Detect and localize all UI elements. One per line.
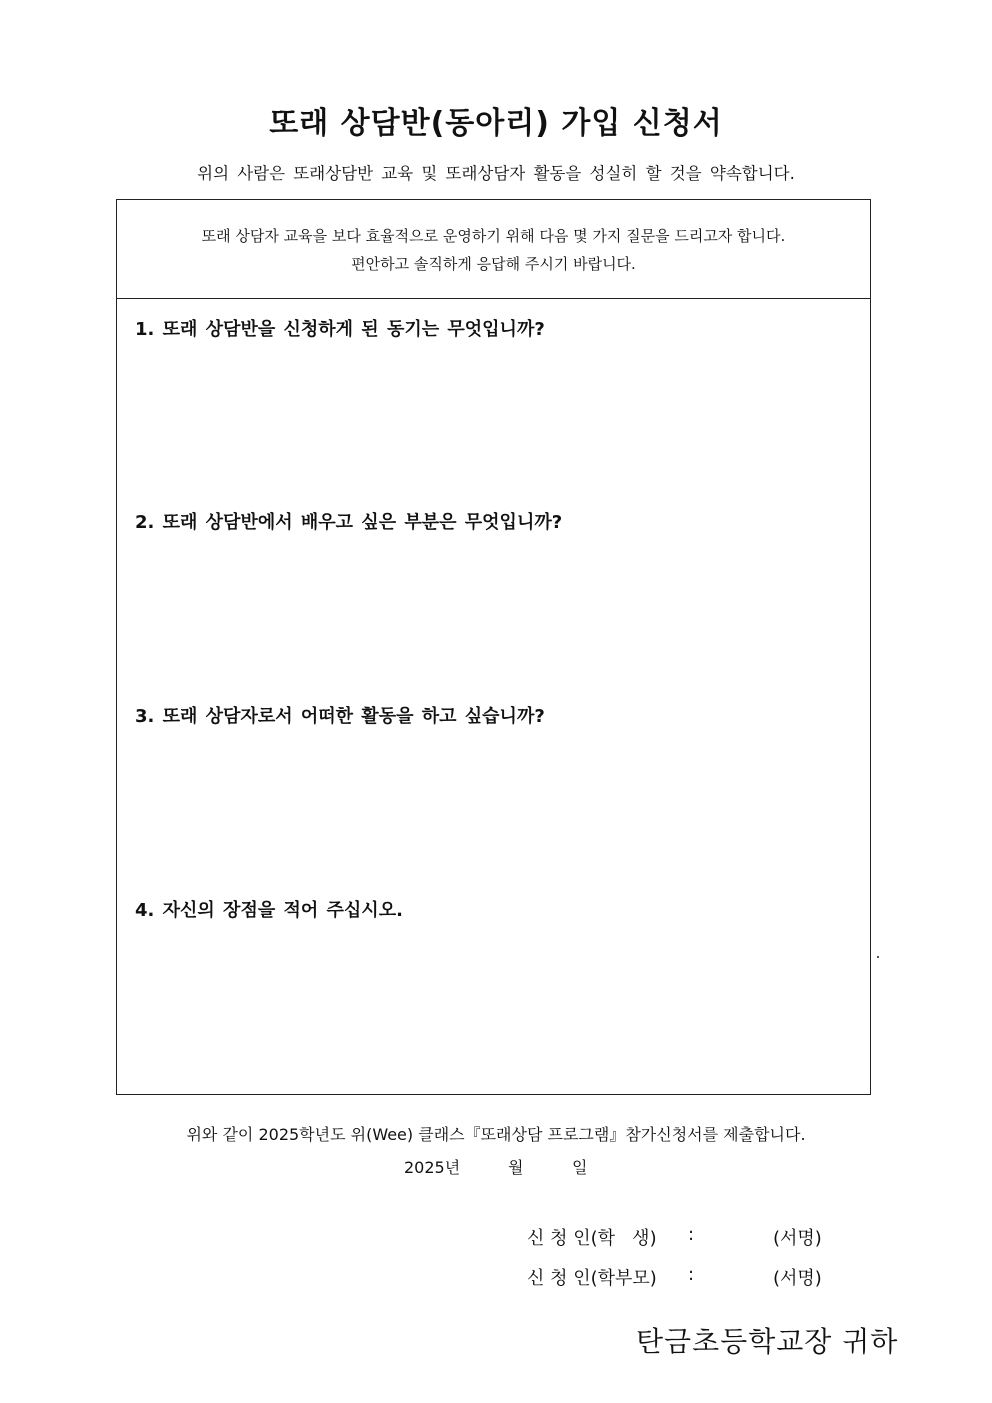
intro-line-2: 편안하고 솔직하게 응답해 주시기 바랍니다. xyxy=(351,255,636,273)
document-title: 또래 상담반(동아리) 가입 신청서 xyxy=(269,106,723,141)
parent-signature-colon: : xyxy=(688,1264,695,1285)
parent-signature-field: (서명) xyxy=(773,1268,822,1289)
date-month: 월 xyxy=(508,1158,524,1177)
intro-section xyxy=(117,200,870,299)
parent-signature-label: 신 청 인(학부모) xyxy=(527,1268,657,1289)
student-signature-colon: : xyxy=(688,1224,695,1245)
questionnaire-box xyxy=(116,199,871,1095)
question-3: 3. 또래 상담자로서 어떠한 활동을 하고 싶습니까? xyxy=(135,706,545,727)
date-year: 2025년 xyxy=(404,1158,461,1177)
student-signature-field: (서명) xyxy=(773,1228,822,1249)
student-signature-label: 신 청 인(학 생) xyxy=(527,1228,657,1249)
submission-statement: 위와 같이 2025학년도 위(Wee) 클래스『또래상담 프로그램』참가신청서를 제출합니다. xyxy=(186,1125,806,1144)
question-4: 4. 자신의 장점을 적어 주십시오. xyxy=(135,900,403,921)
question-2: 2. 또래 상담반에서 배우고 싶은 부분은 무엇입니까? xyxy=(135,512,563,533)
addressee: 탄금초등학교장 귀하 xyxy=(636,1325,899,1358)
pledge-text: 위의 사람은 또래상담반 교육 및 또래상담자 활동을 성실히 할 것을 약속합니다. xyxy=(197,164,795,183)
question-1: 1. 또래 상담반을 신청하게 된 동기는 무엇입니까? xyxy=(135,319,545,340)
stray-dot xyxy=(877,956,879,958)
intro-line-1: 또래 상담자 교육을 보다 효율적으로 운영하기 위해 다음 몇 가지 질문을 드리고자 합니다. xyxy=(201,227,786,245)
date-day: 일 xyxy=(572,1158,588,1177)
